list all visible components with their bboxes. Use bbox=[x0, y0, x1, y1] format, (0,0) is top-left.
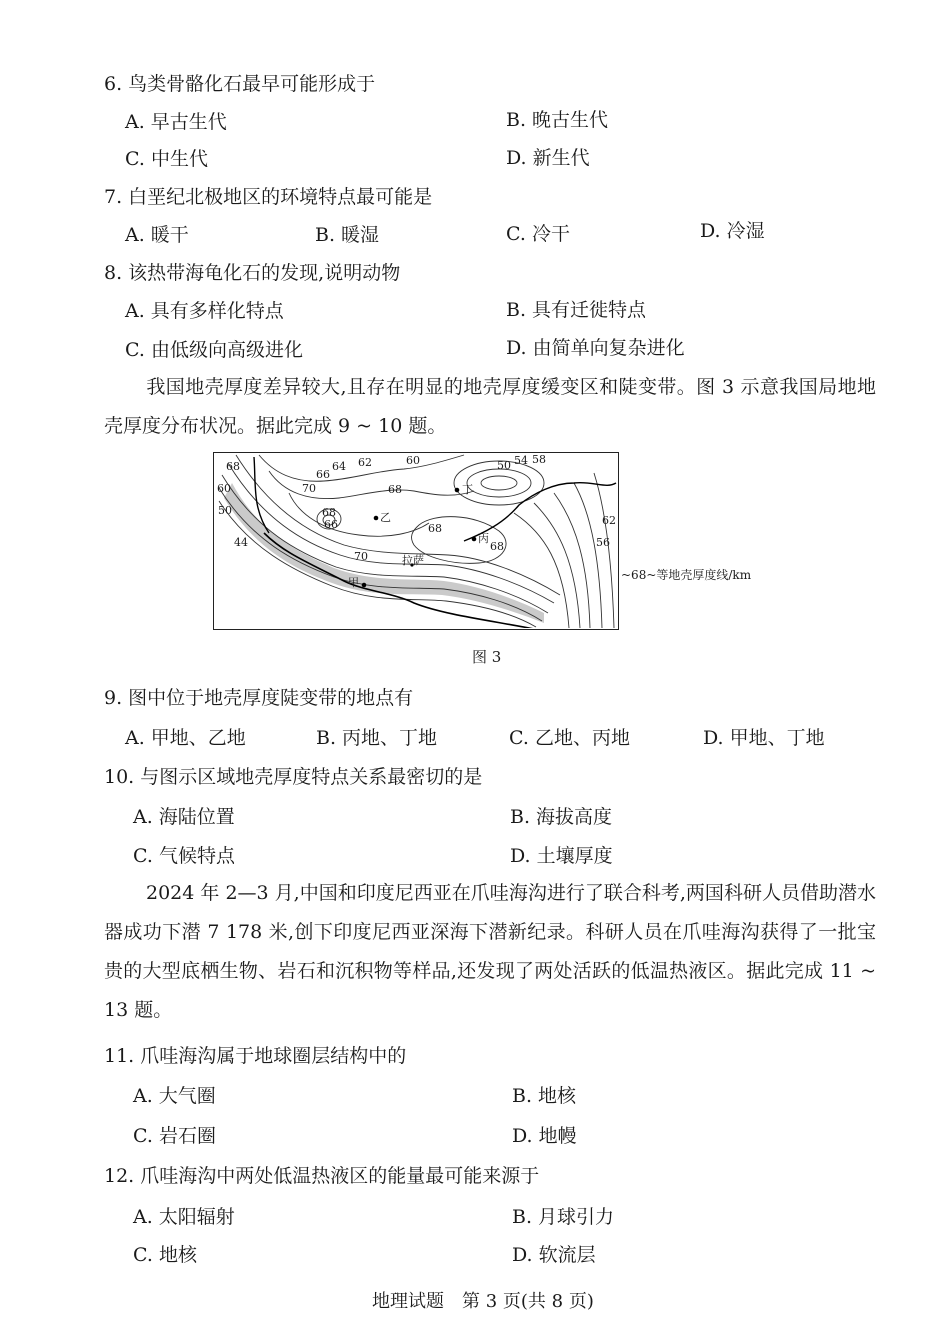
q8-option-b: B. 具有迁徙特点 bbox=[506, 299, 647, 321]
contour-line bbox=[594, 473, 614, 628]
q11-option-c: C. 岩石圈 bbox=[133, 1125, 216, 1147]
contour-label: 66 bbox=[324, 518, 338, 531]
contour-label: 62 bbox=[358, 456, 372, 469]
q11-option-b: B. 地核 bbox=[512, 1085, 577, 1107]
q10-option-d: D. 土壤厚度 bbox=[510, 845, 613, 867]
contour-label: 70 bbox=[302, 482, 316, 495]
contour-loop bbox=[481, 476, 517, 490]
contour-line bbox=[236, 455, 560, 595]
q10-stem: 10. 与图示区域地壳厚度特点关系最密切的是 bbox=[104, 766, 483, 788]
q9-stem: 9. 图中位于地壳厚度陡变带的地点有 bbox=[104, 687, 414, 709]
passage-crust-thickness-text: 我国地壳厚度差异较大,且存在明显的地壳厚度缓变区和陡变带。图 3 示意我国局地地壳厚度分布状况。据此完成 9 ~ 10 题。 bbox=[104, 376, 876, 437]
q11-option-a: A. 大气圈 bbox=[133, 1085, 216, 1107]
marker-ding bbox=[455, 488, 460, 493]
steep-gradient-band bbox=[224, 483, 544, 623]
contour-line bbox=[269, 468, 474, 499]
contour-label: 68 bbox=[490, 540, 504, 553]
q10-option-c: C. 气候特点 bbox=[133, 845, 235, 867]
q8-option-a: A. 具有多样化特点 bbox=[125, 300, 284, 322]
q12-option-c: C. 地核 bbox=[133, 1244, 197, 1266]
page-footer: 地理试题 第 3 页(共 8 页) bbox=[372, 1291, 594, 1312]
place-label-lasa: 拉萨 bbox=[402, 554, 424, 567]
contour-line bbox=[554, 493, 590, 628]
place-label-jia: 甲 bbox=[348, 576, 359, 589]
contour-label: 62 bbox=[602, 514, 616, 527]
contour-label: 44 bbox=[234, 536, 248, 549]
marker-jia bbox=[362, 583, 367, 588]
q12-option-d: D. 软流层 bbox=[512, 1244, 596, 1266]
q6-option-c: C. 中生代 bbox=[125, 148, 208, 170]
contour-label: 60 bbox=[217, 482, 231, 495]
marker-yi bbox=[374, 516, 379, 521]
q8-option-d: D. 由简单向复杂进化 bbox=[506, 337, 685, 359]
contour-label: 70 bbox=[354, 550, 368, 563]
contour-line bbox=[219, 501, 536, 627]
q12-stem: 12. 爪哇海沟中两处低温热液区的能量最可能来源于 bbox=[104, 1165, 540, 1187]
q9-option-a: A. 甲地、乙地 bbox=[125, 727, 246, 749]
q9-option-c: C. 乙地、丙地 bbox=[509, 727, 630, 749]
q8-stem: 8. 该热带海龟化石的发现,说明动物 bbox=[104, 262, 401, 284]
q10-option-b: B. 海拔高度 bbox=[510, 806, 613, 828]
q11-option-d: D. 地幔 bbox=[512, 1125, 577, 1147]
q6-stem: 6. 鸟类骨骼化石最早可能形成于 bbox=[104, 73, 376, 95]
q8-option-c: C. 由低级向高级进化 bbox=[125, 339, 303, 361]
contour-label: 50 bbox=[497, 459, 511, 472]
q6-option-b: B. 晚古生代 bbox=[506, 109, 609, 131]
contour-label: 68 bbox=[388, 483, 402, 496]
contour-label: 68 bbox=[428, 522, 442, 535]
q6-option-d: D. 新生代 bbox=[506, 147, 590, 169]
marker-bing bbox=[472, 537, 477, 542]
contour-label: 58 bbox=[532, 453, 546, 466]
q6-option-a: A. 早古生代 bbox=[125, 111, 227, 133]
contour-label: 64 bbox=[332, 460, 346, 473]
q7-option-c: C. 冷干 bbox=[506, 223, 570, 245]
q7-stem: 7. 白垩纪北极地区的环境特点最可能是 bbox=[104, 186, 433, 208]
q9-option-b: B. 丙地、丁地 bbox=[316, 727, 438, 749]
q10-option-a: A. 海陆位置 bbox=[133, 806, 235, 828]
contour-label: 56 bbox=[596, 536, 610, 549]
contour-label: 66 bbox=[316, 468, 330, 481]
figure-caption: 图 3 bbox=[472, 648, 502, 666]
map-legend: ~68~等地壳厚度线/km bbox=[621, 568, 752, 582]
q7-option-b: B. 暖湿 bbox=[315, 224, 380, 246]
contour-label: 50 bbox=[218, 504, 232, 517]
place-label-yi: 乙 bbox=[380, 511, 391, 524]
q7-option-a: A. 暖干 bbox=[125, 224, 189, 246]
crust-thickness-map bbox=[213, 452, 619, 630]
passage-java-trench-text: 2024 年 2—3 月,中国和印度尼西亚在爪哇海沟进行了联合科考,两国科研人员借助潜水器成功下潜 7 178 米,创下印度尼西亚深海下潜新纪录。科研人员在爪哇海沟获得了一批宝贵的大型底栖生物、岩石和沉积物等样品,还发现了两处活跃的低温热液区。据此完成 11 ~ 13 题。 bbox=[104, 882, 876, 1021]
place-label-ding: 丁 bbox=[462, 483, 473, 496]
contour-label: 68 bbox=[226, 460, 240, 473]
passage-crust-thickness bbox=[104, 368, 876, 446]
contour-label: 68 bbox=[322, 506, 336, 519]
contour-loop bbox=[467, 469, 531, 497]
place-label-bing: 丙 bbox=[478, 532, 489, 545]
q7-option-d: D. 冷湿 bbox=[700, 220, 765, 242]
passage-java-trench bbox=[104, 874, 876, 1030]
q9-option-d: D. 甲地、丁地 bbox=[703, 727, 825, 749]
q11-stem: 11. 爪哇海沟属于地球圈层结构中的 bbox=[104, 1045, 407, 1067]
q12-option-b: B. 月球引力 bbox=[512, 1206, 615, 1228]
contour-map-svg bbox=[214, 453, 617, 628]
q12-option-a: A. 太阳辐射 bbox=[133, 1206, 235, 1228]
contour-label: 60 bbox=[406, 454, 420, 467]
contour-label: 54 bbox=[514, 454, 528, 467]
